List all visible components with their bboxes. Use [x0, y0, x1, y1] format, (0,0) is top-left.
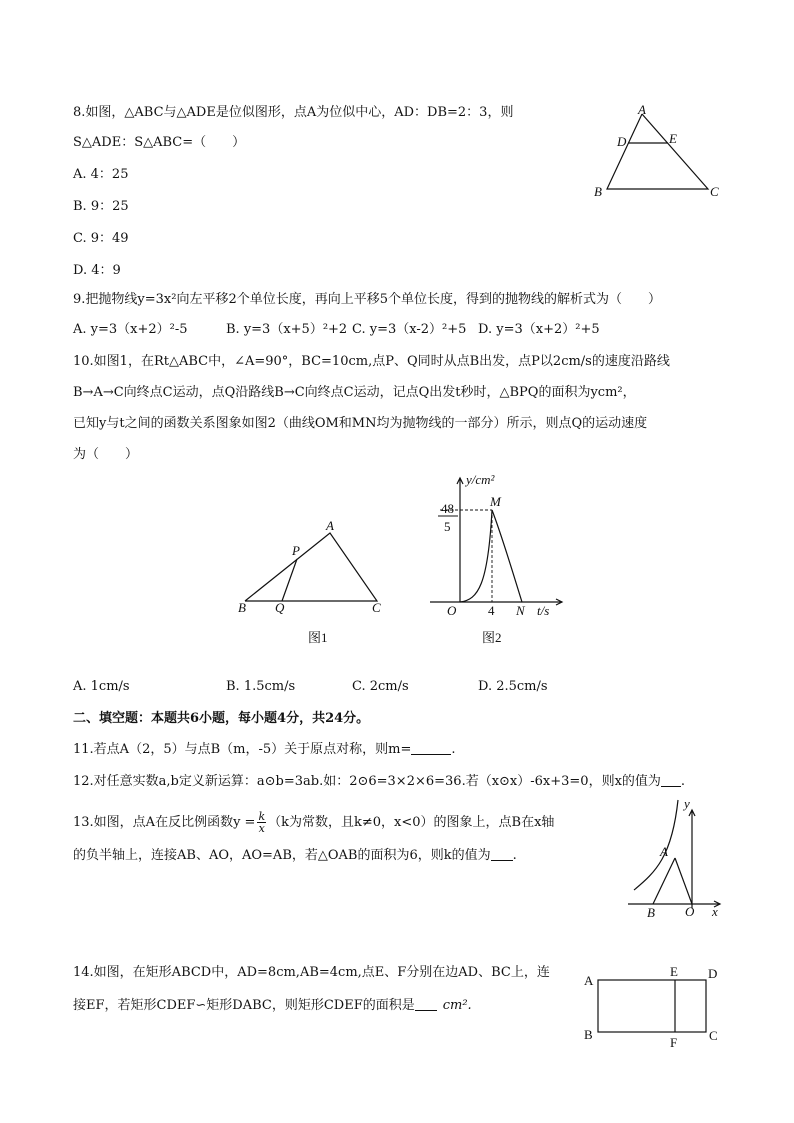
q12-end: .: [680, 774, 686, 789]
q10-line4: 为（ ）: [73, 447, 139, 462]
q12-answer-blank[interactable]: [661, 772, 681, 787]
fig1-label-b: B: [238, 600, 246, 615]
q11-line: [73, 740, 456, 759]
q8-option-d: D. 4：9: [73, 263, 121, 278]
q8-option-a: A. 4：25: [73, 167, 129, 182]
q12-line: [73, 772, 685, 791]
q12-text: 12.对任意实数a,b定义新运算：a⊙b=3ab.如：2⊙6=3×2×6=36.若（x⊙x）-6x+3=0，则x的值为: [73, 774, 661, 789]
fig1-label-a: A: [326, 518, 334, 533]
q13-label-o: O: [685, 904, 695, 919]
q8-line2: S△ADE：S△ABC=（ ）: [73, 135, 246, 150]
q10-line2: B→A→C向终点C运动，点Q沿路线B→C向终点C运动，记点Q出发t秒时，△BPQ的面积为ycm²，: [73, 385, 636, 400]
q10-line3: 已知y与t之间的函数关系图象如图2（曲线OM和MN均为抛物线的一部分）所示，则点Q的运动速度: [73, 416, 648, 431]
q13-end: .: [512, 848, 517, 863]
q13-answer-blank[interactable]: [491, 846, 513, 861]
fig2-frac-num: 48: [441, 501, 454, 516]
fig2-caption: 图2: [482, 630, 502, 645]
fig2-tick-4: 4: [488, 603, 495, 618]
q9-option-c: C. y=3（x-2）²+5: [352, 322, 467, 337]
fig1-label-c: C: [372, 600, 381, 615]
q13-line1: [73, 810, 554, 836]
q11-answer-blank[interactable]: [411, 740, 451, 755]
fig2-y-axis-label: y/cm²: [466, 472, 495, 487]
q14-label-e: E: [670, 964, 678, 979]
q14-label-b: B: [584, 1027, 593, 1042]
q14-label-f: F: [670, 1035, 678, 1050]
fig2-label-m: M: [490, 494, 501, 509]
q9-option-b: B. y=3（x+5）²+2: [226, 322, 348, 337]
q10-line1: 10.如图1，在Rt△ABC中，∠A=90°，BC=10cm,点P、Q同时从点B出发，点P以2cm/s的速度沿路线: [73, 354, 670, 369]
q14-label-a: A: [584, 973, 594, 988]
q14-unit: cm².: [442, 998, 472, 1013]
q14-answer-blank[interactable]: [415, 996, 437, 1011]
q8-label-a: A: [638, 102, 646, 117]
q9-option-a: A. y=3（x+2）²-5: [73, 322, 188, 337]
q11-end: .: [451, 742, 456, 757]
fig2-x-axis-label: t/s: [537, 603, 550, 618]
q13-line1-a: 13.如图，点A在反比例函数y =: [73, 815, 256, 830]
section-2-heading: 二、填空题：本题共6小题，每小题4分，共24分。: [73, 711, 370, 726]
q10-option-d: D. 2.5cm/s: [478, 679, 548, 694]
q10-option-b: B. 1.5cm/s: [226, 679, 296, 694]
q13-line1-b: （k为常数，且k≠0，x<0）的图象上，点B在x轴: [268, 815, 555, 830]
fig2-label-o: O: [447, 603, 457, 618]
q14-line2: [73, 996, 472, 1015]
q13-fraction: [257, 811, 266, 834]
q13-line2-text: 的负半轴上，连接AB、AO，AO=AB，若△OAB的面积为6，则k的值为: [73, 848, 491, 863]
q8-label-d: D: [617, 134, 627, 149]
fig1-label-q: Q: [275, 600, 285, 615]
q9-stem: 9.把抛物线y=3x²向左平移2个单位长度，再向上平移5个单位长度，得到的抛物线的解析式为（ ）: [73, 292, 661, 307]
q8-triangle-figure: [590, 100, 730, 200]
q13-line2: [73, 846, 517, 865]
q9-option-d: D. y=3（x+2）²+5: [478, 322, 600, 337]
q13-frac-num: k: [258, 810, 266, 823]
fig1-caption: 图1: [308, 630, 328, 645]
q13-label-y: y: [684, 796, 690, 811]
q13-figure: [620, 796, 730, 920]
q10-option-a: A. 1cm/s: [73, 679, 130, 694]
q13-label-b: B: [647, 905, 655, 920]
q10-option-c: C. 2cm/s: [352, 679, 409, 694]
fig2-frac-den: 5: [444, 519, 451, 534]
fig1-label-p: P: [292, 543, 300, 558]
q13-label-a: A: [660, 844, 668, 859]
q10-figure2: [430, 470, 570, 650]
q10-figure1: [230, 515, 400, 650]
q14-label-d: D: [708, 966, 718, 981]
q13-frac-den: x: [258, 822, 265, 835]
q8-option-c: C. 9：49: [73, 231, 129, 246]
q14-rectangle-figure: [584, 962, 724, 1052]
fig2-label-n: N: [516, 603, 525, 618]
q8-label-e: E: [669, 131, 677, 146]
q8-label-b: B: [594, 184, 602, 199]
q11-text: 11.若点A（2，5）与点B（m，-5）关于原点对称，则m=: [73, 742, 412, 757]
q8-label-c: C: [710, 184, 719, 199]
q14-label-c: C: [709, 1028, 718, 1043]
q8-line1: 8.如图，△ABC与△ADE是位似图形，点A为位似中心，AD：DB=2：3，则: [73, 105, 514, 120]
q13-label-x: x: [712, 904, 718, 919]
q8-option-b: B. 9：25: [73, 199, 129, 214]
q14-line2-text: 接EF，若矩形CDEF∽矩形DABC，则矩形CDEF的面积是: [73, 998, 415, 1013]
q14-line1: 14.如图，在矩形ABCD中，AD=8cm,AB=4cm,点E、F分别在边AD、BC上，连: [73, 965, 550, 980]
